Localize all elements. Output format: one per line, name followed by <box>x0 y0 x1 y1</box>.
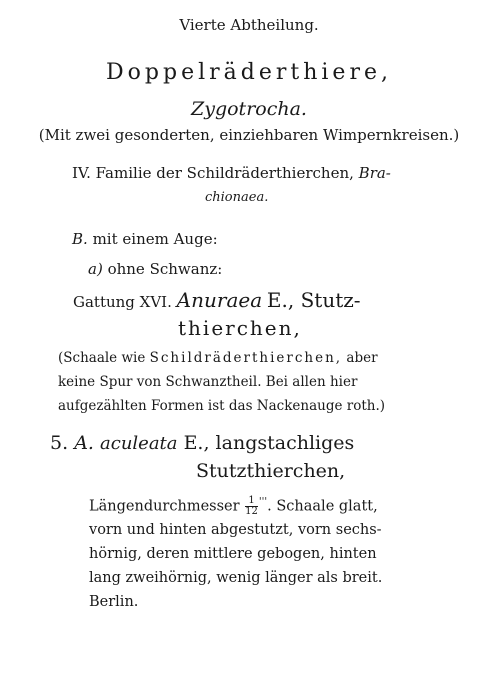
subdivision-a-letter: a) <box>88 260 103 278</box>
group-latin-name: Zygotrocha. <box>191 98 307 120</box>
genus-note-spaced: Schildräderthierchen, <box>149 350 343 366</box>
genus-latin-name: Anuraea <box>176 288 263 312</box>
genus-prefix: Gattung XVI. <box>73 293 172 311</box>
genus-note-line-3: aufgezählten Formen ist das Nackenauge roth.) <box>58 398 386 414</box>
family-latin-part1: Bra- <box>358 164 391 182</box>
line-unit-mark: ''' <box>258 496 268 508</box>
species-author-common: E., langstachliges <box>183 432 355 454</box>
species-number: 5. <box>50 432 69 454</box>
description-line-3: hörnig, deren mittlere gebogen, hinten <box>89 546 377 562</box>
subdivision-a-text: ohne Schwanz: <box>107 260 223 278</box>
species-heading <box>50 432 354 454</box>
length-fraction <box>245 496 258 517</box>
subdivision-a <box>88 260 222 278</box>
subdivision-b <box>72 230 218 248</box>
group-note: (Mit zwei gesonderten, einziehbaren Wimpernkreisen.) <box>38 126 460 144</box>
genus-common-name-cont: thierchen, <box>178 316 302 340</box>
fraction-denominator: 12 <box>245 506 258 517</box>
species-epithet: aculeata <box>100 433 178 454</box>
subdivision-b-letter: B. <box>72 230 88 248</box>
species-common-name-cont: Stutzthierchen, <box>196 460 346 482</box>
family-latin-part2: chionaea. <box>205 190 269 205</box>
subdivision-b-text: mit einem Auge: <box>92 230 218 248</box>
genus-note-line-1 <box>58 350 378 366</box>
genus-author: E., Stutz- <box>266 288 361 312</box>
description-line-1-end: . Schaale glatt, <box>267 498 378 515</box>
genus-note-open: (Schaale wie <box>58 350 150 366</box>
species-genus-abbr: A. <box>74 432 94 454</box>
genus-note-line-2: keine Spur von Schwanztheil. Bei allen hier <box>58 374 358 390</box>
description-line-4: lang zweihörnig, wenig länger als breit. <box>89 570 383 586</box>
description-line-2: vorn und hinten abgestutzt, vorn sechs- <box>89 522 382 538</box>
family-heading <box>72 164 391 182</box>
genus-heading <box>73 288 361 312</box>
description-line-1 <box>89 496 378 517</box>
group-title: Doppelräderthiere, <box>106 60 392 85</box>
description-line-5: Berlin. <box>89 594 139 610</box>
family-prefix: IV. Familie der Schildräderthierchen, <box>72 164 354 182</box>
genus-note-close: aber <box>342 350 378 366</box>
fraction-numerator: 1 <box>245 496 258 507</box>
running-head: Vierte Abtheilung. <box>179 16 319 34</box>
description-measure-label: Längendurchmesser <box>89 498 240 515</box>
